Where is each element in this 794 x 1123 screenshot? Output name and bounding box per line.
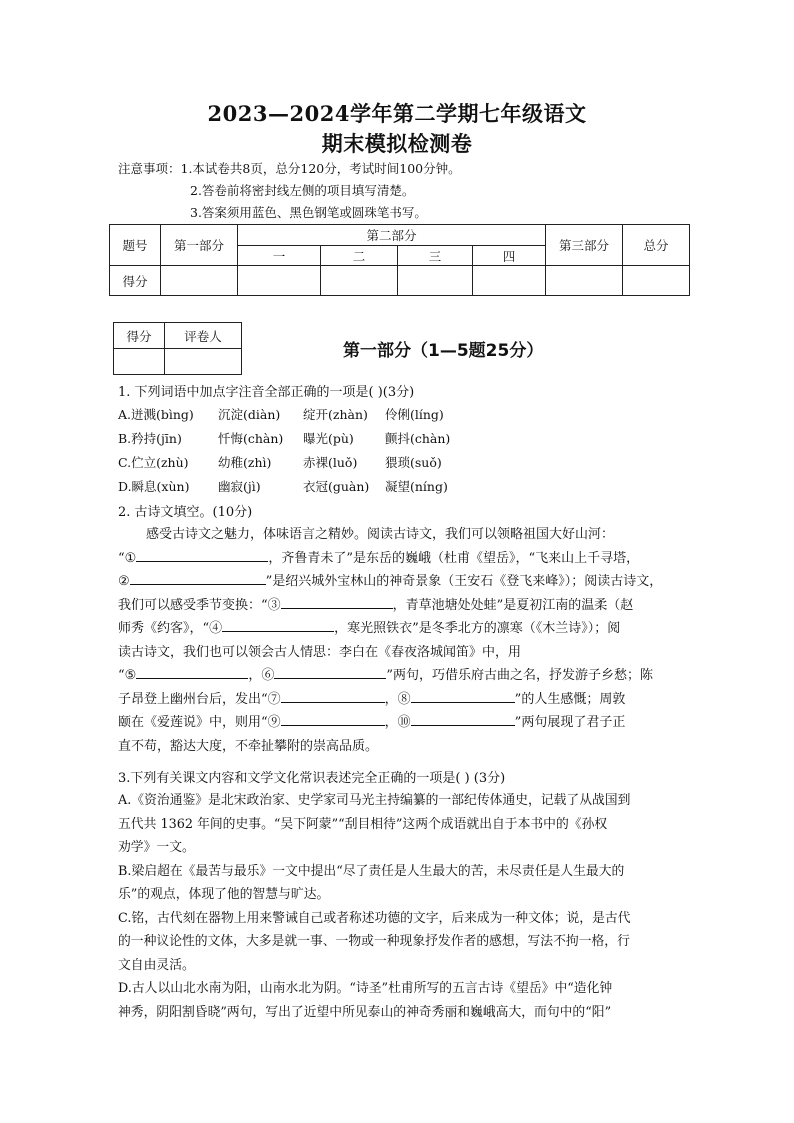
option-a-3: 绽开(zhàn) [303, 407, 368, 422]
score-cell[interactable] [321, 266, 398, 296]
option-b-4: 颤抖(chàn) [385, 431, 451, 446]
score-cell[interactable] [398, 266, 473, 296]
part1-heading: 第一部分（1—5题25分） [343, 341, 544, 361]
passage-text: 颐在《爱莲说》中，则用“⑨ [118, 715, 281, 730]
option-c-line: 的一种议论性的文体，大多是就一事、一物或一种现象抒发作者的感想，写法不拘一格，行 [118, 934, 630, 949]
grader-score-label: 得分 [114, 323, 165, 349]
fill-blank-4[interactable] [222, 617, 334, 632]
option-b-line: 乐”的观点，体现了他的智慧与旷达。 [118, 887, 330, 902]
fill-blank-9[interactable] [281, 711, 385, 726]
option-c-1: C.伫立(zhù) [118, 455, 189, 470]
score-cell[interactable] [623, 266, 690, 296]
blank-label: ② [118, 574, 130, 589]
header-part2: 第二部分 [238, 225, 546, 246]
fill-blank-3[interactable] [281, 594, 393, 609]
passage-line [118, 688, 684, 712]
option-c-4: 猥琐(suǒ) [385, 455, 442, 470]
option-d-line: 神秀，阴阳割昏晓”两句，写出了近望中所见泰山的神奇秀丽和巍峨高大，而句中的“阳” [118, 1004, 612, 1020]
option-a-4: 伶俐(líng) [385, 407, 444, 422]
score-cell[interactable] [473, 266, 546, 296]
passage-line [118, 617, 684, 641]
score-cell[interactable] [161, 266, 238, 296]
passage-text: 子昂登上幽州台后，发出“⑦ [118, 691, 281, 707]
option-c-line: 文自由灵活。 [118, 957, 195, 973]
fill-blank-7[interactable] [281, 688, 385, 703]
passage-text: 师秀《约客》，“④ [118, 621, 223, 636]
passage-line: 直不苟，豁达大度，不牵扯攀附的崇高品质。 [118, 738, 379, 754]
passage-text: 我们可以感受季节变换：“③ [118, 597, 281, 613]
option-a-line: A.《资治通鉴》是北宋政治家、史学家司马光主持编纂的一部纪传体通史，记载了从战国到 [118, 793, 631, 808]
grader-score-cell[interactable] [114, 349, 165, 375]
passage-text: ，寒光照铁衣”是冬季北方的凛寒（《木兰诗》）；阅 [334, 621, 621, 636]
exam-title-line2: 期末模拟检测卷 [321, 131, 473, 156]
header-total: 总分 [623, 225, 690, 266]
fill-blank-1[interactable] [136, 547, 268, 562]
question-2-stem: 2. 古诗文填空。(10分) [118, 505, 253, 520]
option-d-4: 凝望(níng) [385, 479, 448, 494]
passage-text: ，齐鲁青未了”是东岳的巍峨（杜甫《望岳》，“飞来山上千寻塔， [268, 550, 640, 566]
blank-label: “⑤ [118, 668, 137, 683]
header-question-number: 题号 [110, 225, 161, 266]
passage-line [118, 570, 684, 594]
option-c-2: 幼稚(zhì) [218, 455, 272, 470]
option-d-line: D.古人以山北水南为阳，山南水北为阴。“诗圣”杜甫所写的五言古诗《望岳》中“造化钟 [118, 981, 613, 996]
header-part1: 第一部分 [161, 225, 238, 266]
passage-text: ”的人生感慨；周敦 [514, 691, 626, 707]
question-2-passage [118, 523, 684, 758]
passage-line [118, 664, 684, 688]
header-sub-2: 二 [321, 246, 398, 266]
note-line-1: 注意事项：1.本试卷共8页，总分120分，考试时间100分钟。 [118, 161, 461, 176]
option-b-3: 曝光(pù) [303, 431, 354, 446]
score-table [109, 224, 690, 296]
option-d-2: 幽寂(jì) [218, 479, 261, 494]
passage-text: ，青草池塘处处蛙”是夏初江南的温柔（赵 [392, 597, 634, 613]
passage-text: ”两句展现了君子正 [514, 715, 626, 730]
option-b-line: B.梁启超在《最苦与最乐》一文中提出“尽了责任是人生最大的苦，未尽责任是人生最大的 [118, 863, 625, 879]
header-part3: 第三部分 [546, 225, 623, 266]
exam-title-line1: 2023—2024学年第二学期七年级语文 [207, 101, 587, 126]
option-d-3: 衣冠(guàn) [303, 479, 370, 494]
header-sub-1: 一 [238, 246, 321, 266]
fill-blank-10[interactable] [411, 711, 515, 726]
blank-label: ，⑧ [384, 691, 411, 707]
grader-name-label: 评卷人 [165, 323, 242, 349]
option-a-1: A.迸溅(bìng) [118, 407, 194, 422]
passage-line [118, 594, 684, 618]
score-cell[interactable] [546, 266, 623, 296]
fill-blank-6[interactable] [274, 664, 386, 679]
option-a-line: 五代共 1362 年间的史事。“吴下阿蒙”“刮目相待”这两个成语就出自于本书中的《孙权 [118, 816, 608, 832]
header-sub-3: 三 [398, 246, 473, 266]
question-1-stem: 1. 下列词语中加点字注音全部正确的一项是( )(3分) [118, 385, 415, 400]
passage-line [118, 547, 684, 571]
fill-blank-2[interactable] [130, 570, 266, 585]
passage-intro: 感受古诗文之魅力，体味语言之精妙。阅读古诗文，我们可以领略祖国大好山河： [146, 527, 615, 542]
note-line-3: 3.答案须用蓝色、黑色钢笔或圆珠笔书写。 [190, 205, 427, 220]
header-sub-4: 四 [473, 246, 546, 266]
grader-name-cell[interactable] [165, 349, 242, 375]
fill-blank-5[interactable] [136, 664, 248, 679]
option-c-3: 赤裸(luǒ) [303, 455, 358, 470]
blank-label: ，⑥ [248, 668, 275, 683]
passage-line [118, 711, 684, 735]
exam-notes [118, 158, 461, 224]
question-3-stem: 3.下列有关课文内容和文学文化常识表述完全正确的一项是( ) (3分) [118, 771, 506, 786]
option-b-1: B.矜持(jīn) [118, 431, 182, 446]
score-cell[interactable] [238, 266, 321, 296]
option-b-2: 忏悔(chàn) [218, 431, 284, 446]
grader-table [113, 322, 242, 375]
option-d-1: D.瞬息(xùn) [118, 479, 190, 494]
option-a-line: 劝学》一文。 [118, 840, 195, 855]
option-c-line: C.铭，古代刻在器物上用来警诫自己或者称述功德的文字，后来成为一种文体；说，是古代 [118, 910, 631, 926]
option-a-2: 沉淀(diàn) [218, 407, 281, 422]
question-3-options [118, 789, 684, 1024]
passage-line: 读古诗文，我们也可以领会古人情思：李白在《春夜洛城闻笛》中，用 [118, 644, 522, 660]
row-score-label: 得分 [110, 266, 161, 296]
passage-text: ”两句，巧借乐府古曲之名，抒发游子乡愁；陈 [386, 668, 653, 683]
passage-text: ”是绍兴城外宝林山的神奇景象（王安石《登飞来峰》）；阅读古诗文， [265, 574, 663, 589]
note-line-2: 2.答卷前将密封线左侧的项目填写清楚。 [190, 183, 415, 198]
blank-label: ，⑩ [384, 715, 411, 730]
fill-blank-8[interactable] [411, 688, 515, 703]
blank-label: “① [118, 550, 137, 566]
